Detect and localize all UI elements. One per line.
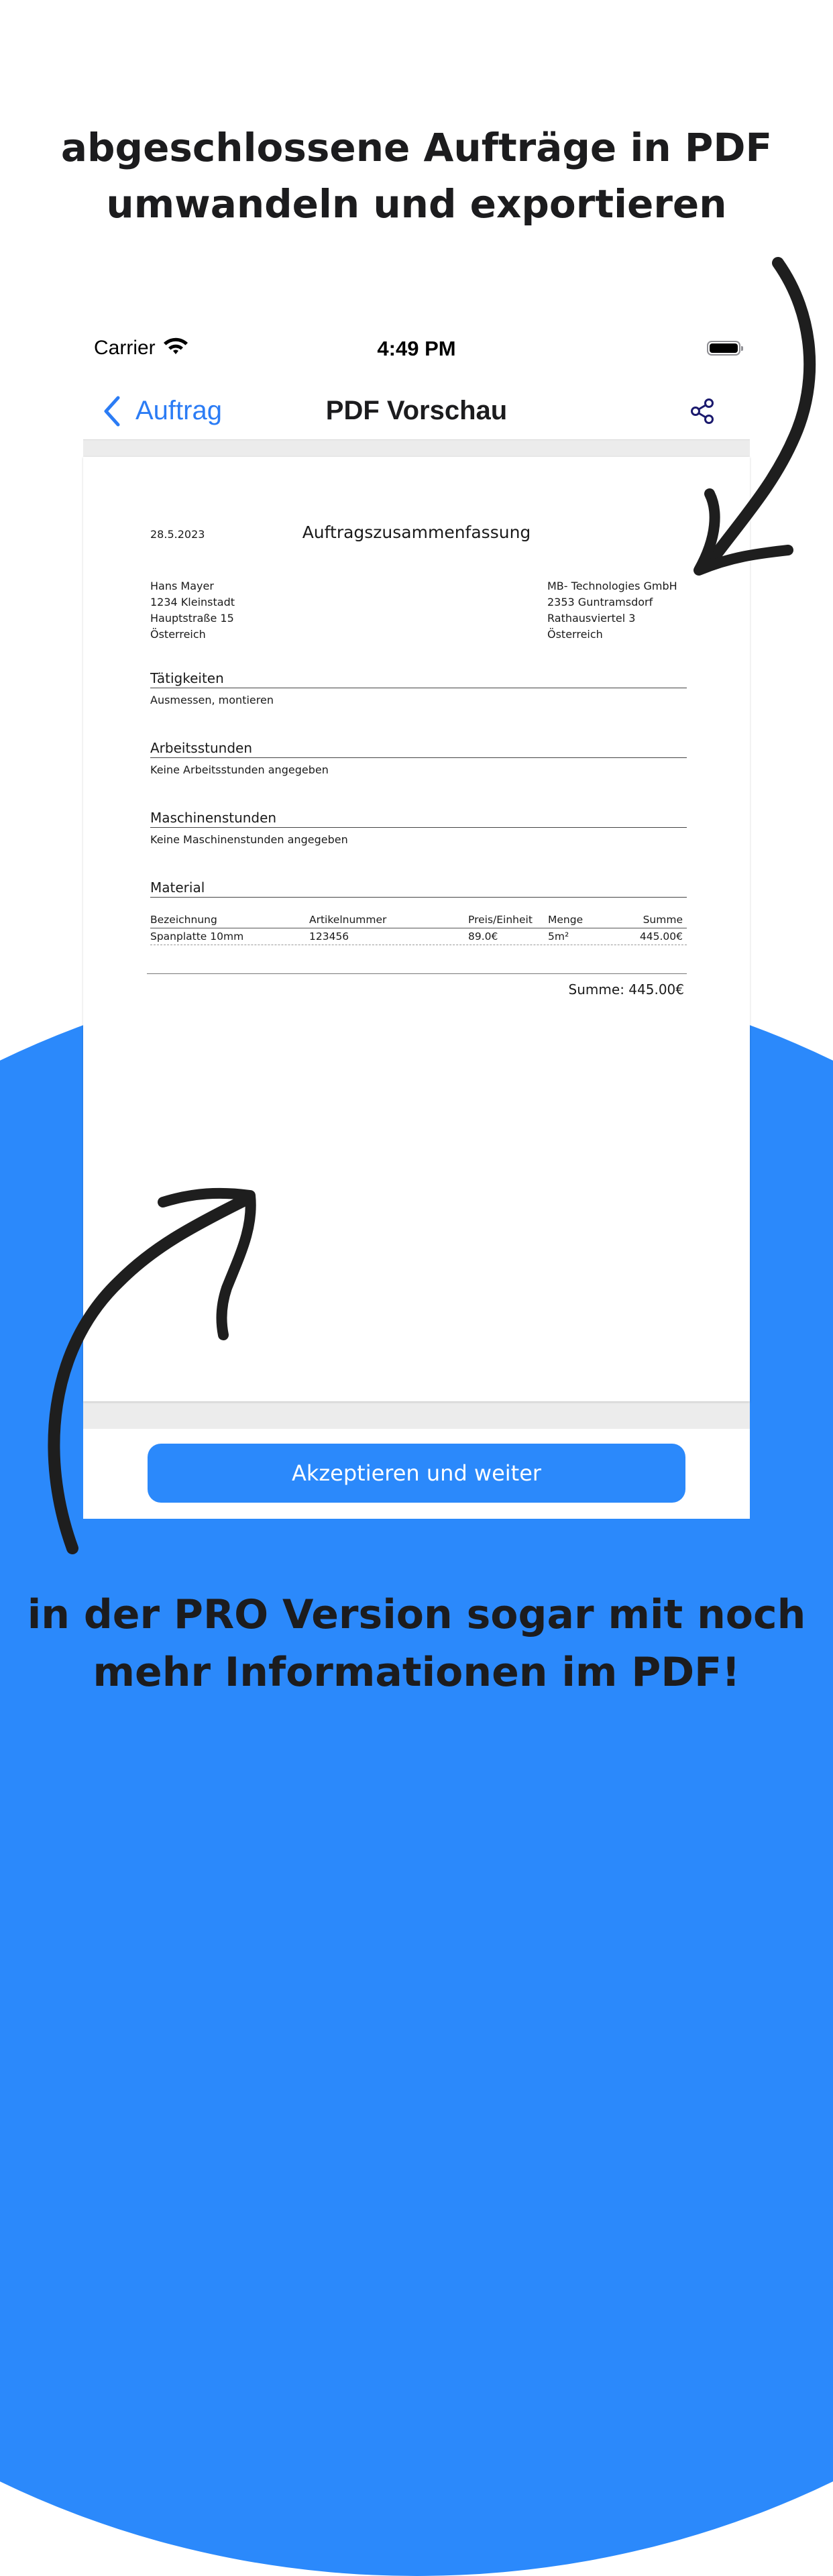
customer-name: Hans Mayer: [150, 580, 214, 592]
company-country: Österreich: [547, 628, 603, 641]
section-heading: Material: [150, 879, 687, 898]
customer-address: [150, 578, 235, 643]
curved-arrow-up-icon: [39, 1181, 280, 1556]
pdf-title: Auftragszusammenfassung: [302, 523, 531, 542]
top-headline-line-1: abgeschlossene Aufträge in PDF: [60, 125, 773, 170]
customer-street: Hauptstraße 15: [150, 612, 234, 625]
column-header: Summe: [643, 914, 683, 926]
column-header: Bezeichnung: [150, 914, 217, 926]
total-sum: Summe: 445.00€: [568, 981, 684, 998]
navigation-bar: [83, 382, 750, 439]
section-heading: Maschinenstunden: [150, 810, 687, 828]
column-header: Menge: [548, 914, 584, 926]
table-cell: Spanplatte 10mm: [150, 930, 244, 943]
section-text: Keine Arbeitsstunden angegeben: [150, 763, 329, 776]
customer-city: 1234 Kleinstadt: [150, 596, 235, 608]
total-divider: [147, 973, 687, 974]
section-heading: Arbeitsstunden: [150, 740, 687, 758]
carrier-label: Carrier: [94, 337, 156, 359]
bottom-headline-line-1: in der PRO Version sogar mit noch: [27, 1591, 806, 1638]
section-heading: Tätigkeiten: [150, 670, 687, 688]
customer-country: Österreich: [150, 628, 206, 641]
company-city: 2353 Guntramsdorf: [547, 596, 653, 608]
company-name: MB- Technologies GmbH: [547, 580, 677, 592]
status-time: 4:49 PM: [377, 337, 456, 360]
section-maschinenstunden: [150, 810, 687, 846]
section-taetigkeiten: [150, 670, 687, 706]
table-row: [150, 928, 687, 945]
accept-continue-button[interactable]: Akzeptieren und weiter: [148, 1444, 685, 1503]
section-arbeitsstunden: [150, 740, 687, 776]
material-table-header: [150, 912, 687, 928]
status-bar: [83, 322, 750, 382]
bottom-headline-line-2: mehr Informationen im PDF!: [93, 1649, 740, 1696]
section-text: Ausmessen, montieren: [150, 694, 274, 706]
table-cell: 123456: [309, 930, 349, 943]
table-cell: 5m²: [548, 930, 569, 943]
top-headline: [0, 119, 833, 232]
column-header: Artikelnummer: [309, 914, 387, 926]
company-address: [547, 578, 677, 643]
page-title: PDF Vorschau: [325, 396, 508, 425]
curved-arrow-down-icon: [684, 255, 825, 590]
table-cell: 445.00€: [639, 930, 683, 943]
table-cell: 89.0€: [468, 930, 498, 943]
company-street: Rathausviertel 3: [547, 612, 636, 625]
back-button-label: Auftrag: [135, 396, 222, 425]
material-table: [150, 912, 687, 945]
column-header: Preis/Einheit: [468, 914, 533, 926]
pdf-date: 28.5.2023: [150, 528, 205, 541]
section-material: [150, 879, 687, 898]
top-headline-line-2: umwandeln und exportieren: [106, 181, 727, 227]
section-text: Keine Maschinenstunden angegeben: [150, 833, 348, 846]
bottom-headline: [0, 1586, 833, 1701]
